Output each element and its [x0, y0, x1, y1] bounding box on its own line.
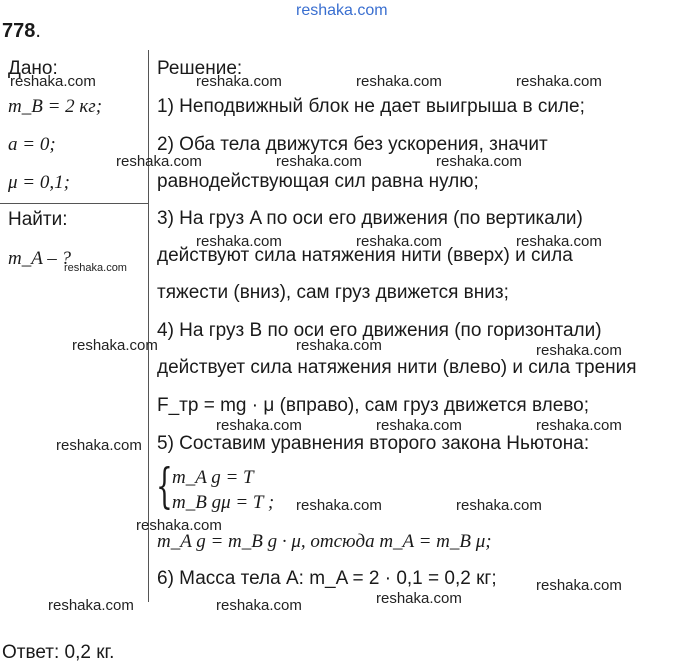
problem-number [2, 20, 41, 43]
watermark: reshaka.com [356, 73, 442, 90]
watermark: reshaka.com [536, 417, 622, 434]
problem-number-suffix: . [35, 20, 41, 42]
watermark: reshaka.com [196, 73, 282, 90]
watermark: reshaka.com [436, 153, 522, 170]
watermark: reshaka.com [536, 342, 622, 359]
solution-line-2: 2) Оба тела движутся без ускорения, значит [157, 134, 548, 155]
solution-line-result: 6) Масса тела A: m_A = 2 · 0,1 = 0,2 кг; [157, 568, 497, 589]
solution-label: Решение: [157, 58, 243, 79]
watermark: reshaka.com [48, 597, 134, 614]
watermark: reshaka.com [356, 233, 442, 250]
solution-line-4: 3) На груз A по оси его движения (по вертикали) [157, 208, 583, 229]
equation-b: m_B gμ = T ; [172, 492, 275, 513]
find-label: Найти: [8, 209, 68, 230]
table-horizontal-divider [0, 203, 148, 204]
watermark: reshaka.com [516, 73, 602, 90]
watermark: reshaka.com [536, 577, 622, 594]
watermark: reshaka.com [64, 262, 127, 274]
given-line-mass-b: m_B = 2 кг; [8, 96, 103, 117]
watermark: reshaka.com [56, 437, 142, 454]
watermark: reshaka.com [296, 497, 382, 514]
given-label: Дано: [8, 58, 58, 79]
find-value: m_A – ? [8, 248, 71, 269]
solution-line-10: 5) Составим уравнения второго закона Ньютона: [157, 433, 590, 454]
watermark: reshaka.com [116, 153, 202, 170]
watermark: reshaka.com [216, 597, 302, 614]
watermark: reshaka.com [196, 233, 282, 250]
solution-line-3: равнодействующая сил равна нулю; [157, 171, 479, 192]
solution-line-1: 1) Неподвижный блок не дает выигрыша в силе; [157, 96, 585, 117]
solution-line-derivation: m_A g = m_B g · μ, отсюда m_A = m_B μ; [157, 531, 492, 552]
given-line-acceleration: a = 0; [8, 134, 56, 155]
watermark: reshaka.com [216, 417, 302, 434]
solution-line-6: тяжести (вниз), сам груз движется вниз; [157, 282, 509, 303]
site-watermark-top: reshaka.com [296, 2, 388, 19]
solution-line-9: F_тр = mg · μ (вправо), сам груз движется влево; [157, 395, 589, 416]
watermark: reshaka.com [72, 337, 158, 354]
watermark: reshaka.com [296, 337, 382, 354]
watermark: reshaka.com [136, 517, 222, 534]
solution-line-5: действуют сила натяжения нити (вверх) и сила [157, 245, 573, 266]
solution-line-8: действует сила натяжения нити (влево) и сила трения [157, 357, 637, 378]
problem-number-value: 778 [2, 20, 36, 42]
watermark: reshaka.com [456, 497, 542, 514]
given-line-friction: μ = 0,1; [8, 172, 70, 193]
answer-text: Ответ: 0,2 кг. [2, 642, 115, 663]
solution-line-7: 4) На груз B по оси его движения (по горизонтали) [157, 320, 602, 341]
system-brace: { [156, 458, 173, 514]
watermark: reshaka.com [516, 233, 602, 250]
watermark: reshaka.com [376, 590, 462, 607]
equation-a: m_A g = T [172, 467, 254, 488]
watermark: reshaka.com [376, 417, 462, 434]
watermark: reshaka.com [10, 73, 96, 90]
watermark: reshaka.com [276, 153, 362, 170]
